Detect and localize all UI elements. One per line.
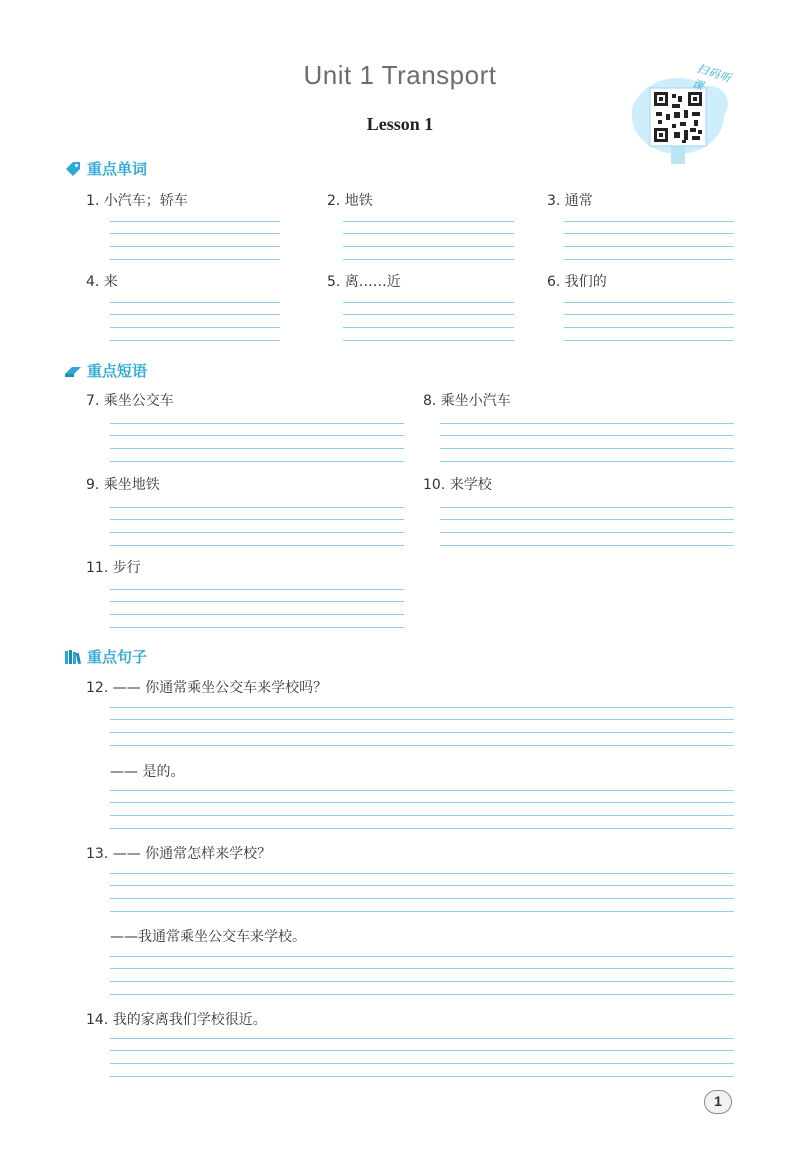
phrase-item-11: 11. 步行 (86, 560, 141, 576)
answer-lines-sentence-13b[interactable] (110, 956, 734, 996)
sentence-item-13-question: 13. —— 你通常怎样来学校？ (86, 846, 272, 862)
answer-lines-word-6[interactable] (564, 302, 734, 342)
answer-lines-sentence-14[interactable] (110, 1038, 734, 1078)
answer-lines-word-4[interactable] (110, 302, 280, 342)
answer-lines-word-3[interactable] (564, 221, 734, 261)
answer-lines-phrase-11[interactable] (110, 589, 404, 629)
sentence-item-13-answer: ——我通常乘坐公交车来学校。 (110, 929, 306, 945)
word-item-5: 5. 离……近 (327, 274, 401, 290)
answer-lines-phrase-9[interactable] (110, 507, 404, 547)
answer-lines-sentence-13a[interactable] (110, 873, 734, 913)
lesson-title: Lesson 1 (366, 114, 434, 134)
books-icon (64, 649, 82, 665)
word-item-1: 1. 小汽车；轿车 (86, 193, 188, 209)
eraser-icon (64, 363, 82, 379)
pencil-tag-icon (64, 161, 82, 177)
section-heading-text: 重点句子 (87, 648, 148, 666)
phrase-item-10: 10. 来学校 (423, 477, 492, 493)
word-item-2: 2. 地铁 (327, 193, 373, 209)
sentence-item-14: 14. 我的家离我们学校很近。 (86, 1012, 267, 1028)
page-number: 1 (704, 1090, 732, 1114)
section-heading-phrases (64, 360, 147, 381)
unit-title: Unit 1 Transport (303, 60, 497, 90)
word-item-3: 3. 通常 (547, 193, 593, 209)
answer-lines-word-2[interactable] (343, 221, 514, 261)
section-heading-text: 重点短语 (87, 362, 148, 380)
section-heading-words (64, 158, 147, 179)
phrase-item-8: 8. 乘坐小汽车 (423, 393, 511, 409)
answer-lines-sentence-12a[interactable] (110, 707, 734, 747)
phrase-item-9: 9. 乘坐地铁 (86, 477, 160, 493)
phrase-item-7: 7. 乘坐公交车 (86, 393, 174, 409)
answer-lines-phrase-10[interactable] (440, 507, 734, 547)
qr-caption: 扫码听课 (690, 61, 734, 94)
sentence-item-12-answer: —— 是的。 (110, 764, 185, 780)
word-item-6: 6. 我们的 (547, 274, 607, 290)
section-heading-sentences (64, 646, 147, 667)
answer-lines-phrase-8[interactable] (440, 423, 734, 463)
answer-lines-word-1[interactable] (110, 221, 280, 261)
answer-lines-word-5[interactable] (343, 302, 514, 342)
word-item-4: 4. 来 (86, 274, 118, 290)
answer-lines-phrase-7[interactable] (110, 423, 404, 463)
qr-code-badge[interactable] (628, 61, 738, 166)
answer-lines-sentence-12b[interactable] (110, 790, 734, 830)
sentence-item-12-question: 12. —— 你通常乘坐公交车来学校吗？ (86, 680, 328, 696)
section-heading-text: 重点单词 (87, 160, 148, 178)
